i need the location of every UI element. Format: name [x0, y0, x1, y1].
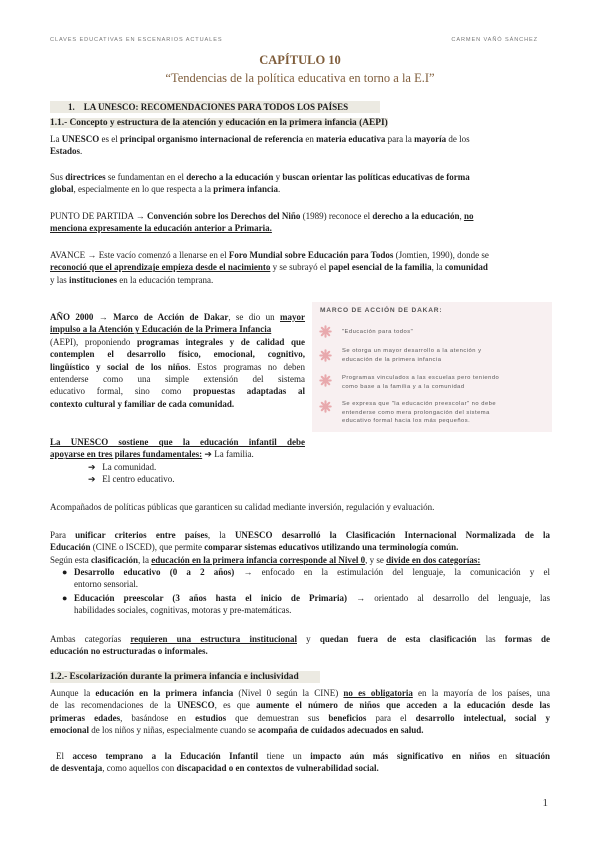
dakar-item: Se expresa que "la educación preescolar" no debe entenderse como mera prolongación del sistema educativo formal hacia los más pequeños. — [342, 401, 497, 424]
paragraph-punto-partida: PUNTO DE PARTIDA → Convención sobre los Derechos del Niño (1989) reconoce el derecho a la educación, no menciona expresamente la educación anterior a Primaria. — [50, 211, 474, 234]
paragraph-cine: Para unificar criterios entre países, la UNESCO desarrolló la Clasificación Internacional Normalizada de la Educación (CINE o ISCED), que permite comparar sistemas educativos utilizando una terminología común. Según esta clasificación, la educación en la primera infancia corresponde al Nivel 0, y se divide en dos categorías: — [50, 530, 550, 565]
section-number: 1. — [68, 102, 75, 112]
section-heading — [50, 101, 550, 114]
paragraph-escolarizacion: Aunque la educación en la primera infancia (Nivel 0 según la CINE) no es obligatoria en la mayoría de los países, una de las recomendaciones de la UNESCO, es que aumente el número de niños que acceden a la educación desde las primeras edades, basándose en estudios que demuestran sus beneficios para el desarrollo intelectual, social y emocional de los niños y niñas, especialmente cuando se acompaña de cuidados adecuados en salud. — [50, 688, 551, 736]
chapter-title: CAPÍTULO 10 — [259, 53, 341, 67]
list-item: ➔ El centro educativo. — [88, 474, 175, 485]
page-number: 1 — [542, 797, 548, 809]
starburst-icon — [319, 374, 332, 387]
paragraph-dakar: AÑO 2000 → Marco de Acción de Dakar, se dio un mayor impulso a la Atención y Educación de la Primera Infancia (AEPI), proponiendo programas integrales y de calidad que contemplen el desarrollo físico, emocional, cognitivo, lingüístico y social de los niños. Estos programas no deben entenderse como una simple extensión del sistema educativo formal, sino como propuestas adaptadas al contexto cultural y familiar de cada comunidad. — [50, 312, 306, 409]
subsection-heading-2: 1.2.- Escolarización durante la primera infancia e inclusividad — [50, 670, 320, 683]
arrow-icon: ➔ — [88, 474, 96, 485]
chapter-subtitle: “Tendencias de la política educativa en torno a la E.I” — [165, 71, 435, 85]
paragraph-directrices: Sus directrices se fundamentan en el derecho a la educación y buscan orientar las políticas educativas de forma global, especialmente en lo que respecta a la primera infancia. — [50, 172, 470, 195]
subsection-heading: 1.1.- Concepto y estructura de la atención y educación en la primera infancia (AEPI) — [50, 118, 388, 128]
list-item: ➔ La comunidad. — [88, 462, 157, 472]
category-item: ● Educación preescolar (3 años hasta el inicio de Primaria) → orientado al desarrollo del lenguaje, las habilidades sociales, cognitivas, motoras y pre-matemáticas. — [62, 593, 550, 616]
paragraph-unesco: La UNESCO es el principal organismo internacional de referencia en materia educativa para la mayoría de los Estados. — [50, 134, 470, 157]
starburst-icon — [319, 325, 332, 338]
dakar-item: Programas vinculados a las escuelas pero teniendo como base a la familia y a la comunidad — [342, 375, 500, 390]
section-title: LA UNESCO: RECOMENDACIONES PARA TODOS LOS PAÍSES — [83, 102, 349, 112]
dakar-box-title: MARCO DE ACCIÓN DE DAKAR: — [320, 307, 443, 314]
pillar-list — [88, 461, 175, 486]
header-left: CLAVES EDUCATIVAS EN ESCENARIOS ACTUALES — [50, 37, 223, 43]
pillars-paragraph: La UNESCO sostiene que la educación infantil debe apoyarse en tres pilares fundamentales: ➔ La familia. — [50, 437, 305, 460]
paragraph-ambas: Ambas categorías requieren una estructura institucional y quedan fuera de esta clasificación las formas de educación no estructuradas o informales. — [50, 634, 551, 657]
bullet-icon: ● — [62, 593, 68, 603]
paragraph-avance: AVANCE → Este vacío comenzó a llenarse en el Foro Mundial sobre Educación para Todos (Jomtien, 1990), donde se reconoció que el aprendizaje empieza desde el nacimiento y se subrayó el papel esencial de la familia, la comunidad y las instituciones en la educación temprana. — [50, 250, 489, 285]
dakar-item: "Educación para todos" — [342, 329, 414, 335]
paragraph-acceso-temprano: El acceso temprano a la Educación Infantil tiene un impacto aún más significativo en niños en situación de desventaja, como aquellos con discapacidad o en contextos de vulnerabilidad social. — [50, 751, 550, 774]
category-item: ● Desarrollo educativo (0 a 2 años) → enfocado en la estimulación del lenguaje, la comunicación y el entorno sensorial. — [62, 567, 550, 590]
starburst-icon — [319, 400, 332, 413]
header-right: CARMEN VAÑÓ SÁNCHEZ — [451, 37, 538, 43]
arrow-icon: ➔ — [88, 462, 96, 472]
bullet-icon: ● — [62, 567, 68, 577]
starburst-icon — [319, 349, 332, 362]
dakar-item: Se otorga un mayor desarrollo a la atención y educación de la primera infancia — [342, 348, 482, 363]
dakar-box — [312, 302, 552, 432]
paragraph-politicas: Acompañados de políticas públicas que garanticen su calidad mediante inversión, regulación y evaluación. — [50, 502, 435, 512]
